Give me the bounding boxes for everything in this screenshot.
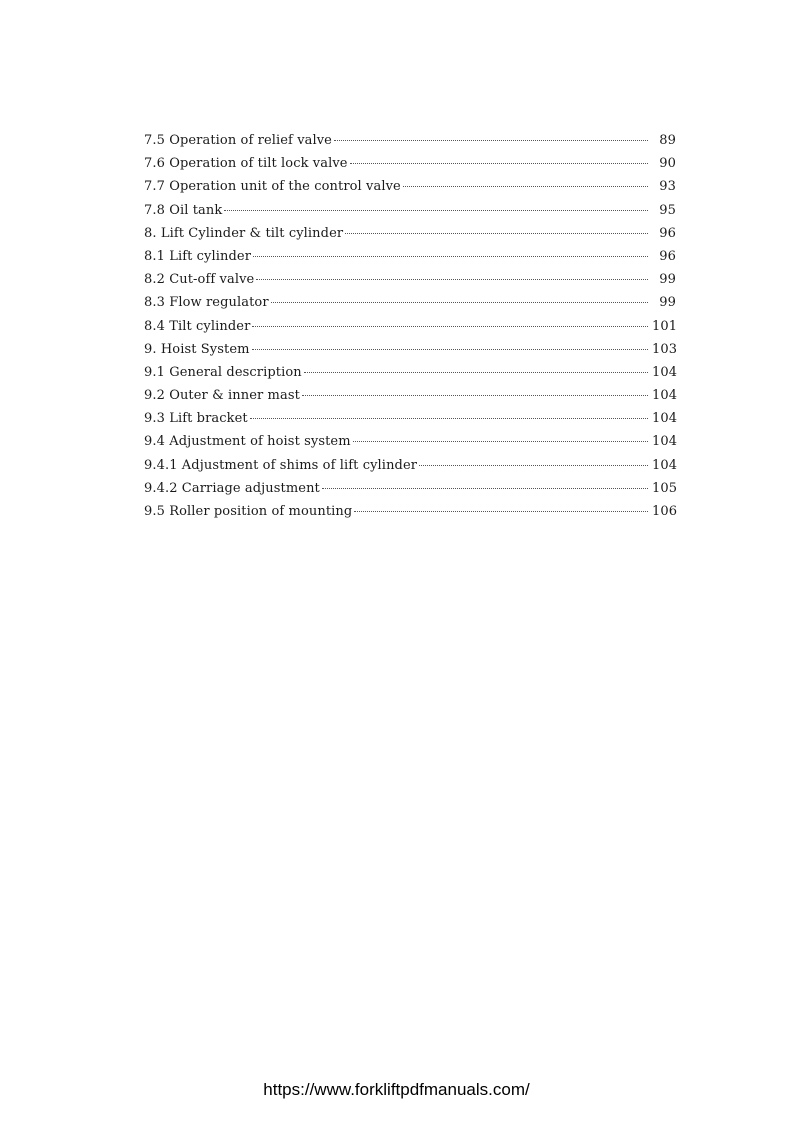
- toc-entry[interactable]: [144, 504, 676, 527]
- toc-entry[interactable]: [144, 365, 676, 388]
- toc-entry-page: 106: [652, 504, 678, 519]
- toc-entry-title: 7.8 Oil tank: [144, 202, 223, 218]
- toc-dot-leader: [354, 511, 648, 512]
- toc-dot-leader: [419, 465, 648, 466]
- toc-entry-page: 99: [659, 272, 676, 288]
- toc-entry-page: 104: [652, 457, 678, 473]
- toc-entry[interactable]: [144, 249, 676, 272]
- toc-entry-page: 101: [652, 318, 678, 334]
- toc-entry-page: 104: [652, 434, 678, 450]
- toc-entry-title: 7.5 Operation of relief valve: [144, 133, 332, 148]
- toc-entry-page: 96: [659, 248, 676, 264]
- toc-entry[interactable]: [144, 458, 676, 481]
- toc-entry[interactable]: [144, 203, 676, 226]
- toc-entry-page: 89: [659, 133, 676, 148]
- toc-entry-title: 7.7 Operation unit of the control valve: [144, 179, 401, 195]
- footer-url-link[interactable]: https://www.forkliftpdfmanuals.com/: [263, 1080, 530, 1099]
- toc-entry-page: 95: [659, 202, 676, 218]
- toc-entry[interactable]: [144, 434, 676, 457]
- toc-entry[interactable]: [144, 133, 676, 156]
- toc-entry-page: 103: [652, 341, 678, 357]
- toc-dot-leader: [302, 395, 648, 396]
- toc-entry-page: 104: [652, 388, 678, 404]
- toc-entry[interactable]: [144, 411, 676, 434]
- toc-entry-page: 104: [652, 364, 678, 380]
- toc-dot-leader: [304, 372, 648, 373]
- toc-entry[interactable]: [144, 342, 676, 365]
- toc-entry-page: 90: [659, 156, 676, 172]
- toc-dot-leader: [322, 488, 648, 489]
- toc-dot-leader: [271, 302, 648, 303]
- toc-entry[interactable]: [144, 319, 676, 342]
- toc-entry[interactable]: [144, 481, 676, 504]
- toc-entry-title: 9.4.2 Carriage adjustment: [144, 480, 320, 496]
- toc-entry-title: 8.1 Lift cylinder: [144, 248, 252, 264]
- toc-dot-leader: [224, 210, 648, 211]
- toc-entry-title: 9.4 Adjustment of hoist system: [144, 434, 351, 450]
- toc-dot-leader: [253, 256, 648, 257]
- toc-entry-page: 93: [659, 179, 676, 195]
- toc-dot-leader: [334, 140, 648, 141]
- toc-dot-leader: [250, 418, 648, 419]
- toc-entry-title: 9.4.1 Adjustment of shims of lift cylinder: [144, 457, 418, 473]
- toc-dot-leader: [403, 186, 648, 187]
- toc-entry-title: 8.3 Flow regulator: [144, 295, 269, 311]
- toc-entry[interactable]: [144, 179, 676, 202]
- toc-entry-title: 8.2 Cut-off valve: [144, 272, 255, 288]
- toc-entry-page: 96: [659, 225, 676, 241]
- toc-entry-title: 9.3 Lift bracket: [144, 411, 248, 427]
- toc-entry[interactable]: [144, 272, 676, 295]
- toc-entry-title: 9. Hoist System: [144, 341, 250, 357]
- toc-dot-leader: [353, 441, 648, 442]
- toc-entry-title: 8.4 Tilt cylinder: [144, 318, 251, 334]
- toc-entry-title: 8. Lift Cylinder & tilt cylinder: [144, 225, 344, 241]
- toc-dot-leader: [256, 279, 648, 280]
- toc-entry[interactable]: [144, 156, 676, 179]
- toc-dot-leader: [252, 349, 648, 350]
- toc-entry-page: 104: [652, 411, 678, 427]
- toc-entry[interactable]: [144, 295, 676, 318]
- toc-entry-title: 9.5 Roller position of mounting: [144, 504, 353, 519]
- toc-entry-title: 9.1 General description: [144, 364, 302, 380]
- toc-entry-title: 9.2 Outer & inner mast: [144, 388, 300, 404]
- toc-dot-leader: [350, 163, 648, 164]
- toc-entry[interactable]: [144, 388, 676, 411]
- toc-entry-page: 105: [652, 480, 678, 496]
- toc-entry-title: 7.6 Operation of tilt lock valve: [144, 156, 348, 172]
- toc-dot-leader: [252, 326, 648, 327]
- toc-entry-page: 99: [659, 295, 676, 311]
- toc-entry[interactable]: [144, 226, 676, 249]
- table-of-contents: [144, 133, 676, 527]
- toc-dot-leader: [345, 233, 648, 234]
